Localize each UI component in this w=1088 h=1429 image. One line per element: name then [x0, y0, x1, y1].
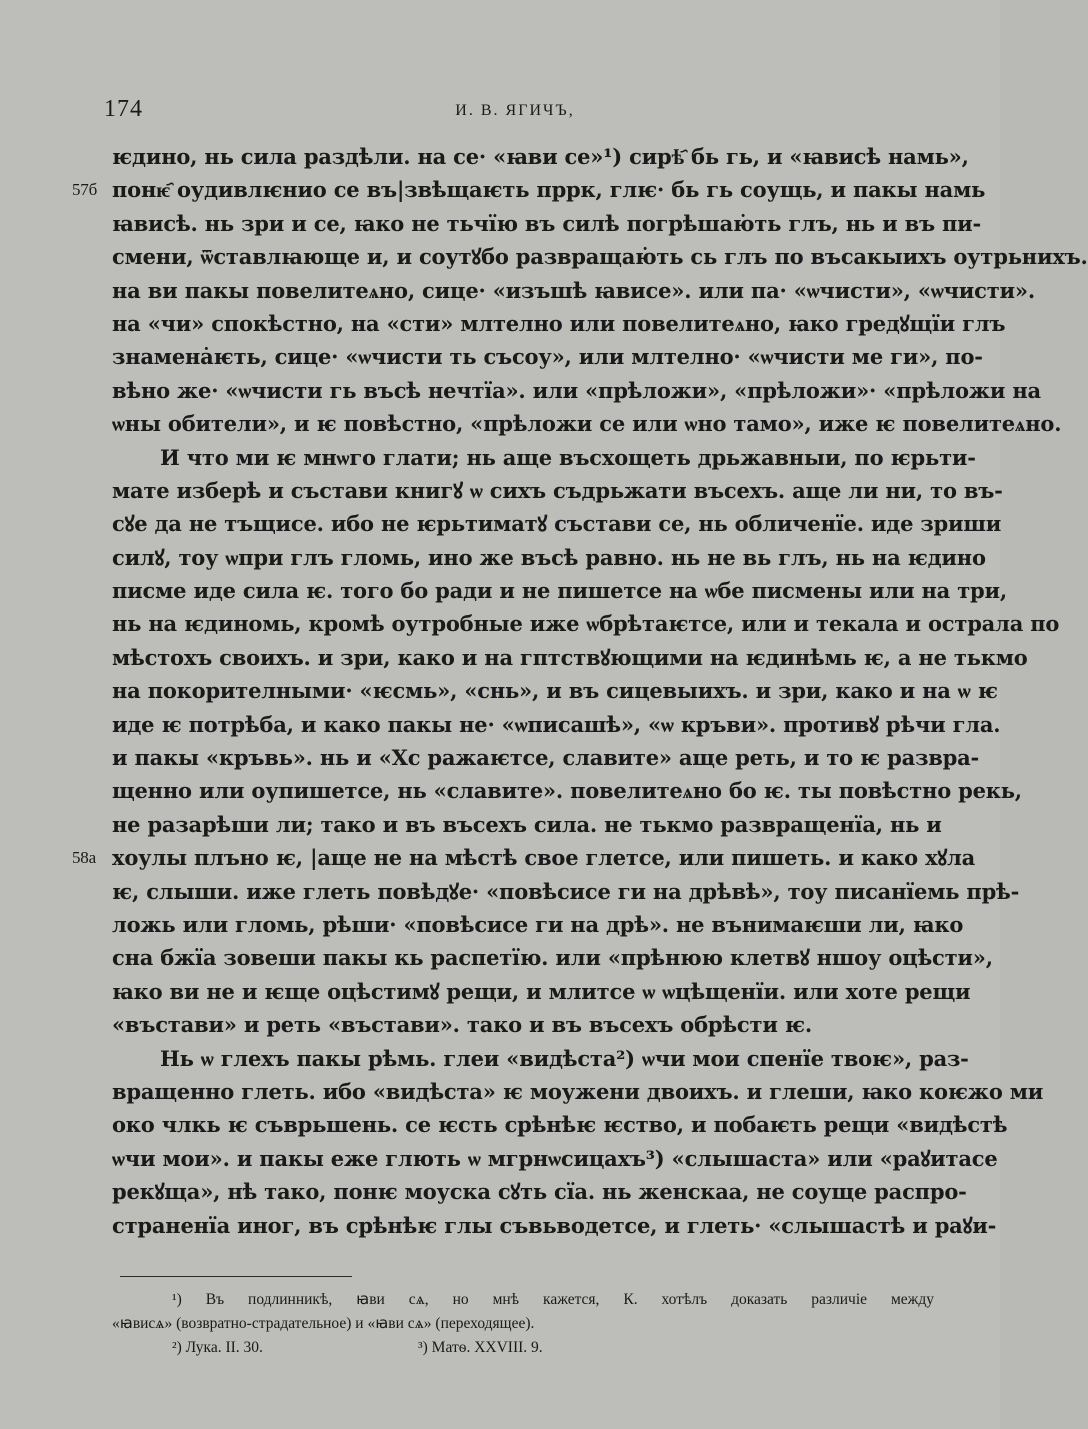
- text-line: ѥдино, нь сила раздѣли. на се· «ꙗви се»¹) сирѣ҄ бь гь, и «ꙗвисѣ намь»,: [112, 144, 969, 169]
- text-line: на покорителными· «ѥсмь», «снь», и въ сицевыихъ. и зри, како и на ѡ ѥ: [112, 678, 998, 704]
- text-line-content: хоулы плъно ѥ, |аще не на мѣстѣ свое глетсе, или пишеть. и како хꙋла: [112, 845, 976, 871]
- page-header: [100, 96, 930, 136]
- text-line: иде ѥ потрѣба, и како пакы не· «ѡписашѣ», «ѡ кръви». противꙋ рѣчи гла.: [112, 711, 1001, 737]
- text-line: на ви пакы повелитеѧно, сице· «изъшѣ ꙗвисе». или па· «ѡчисти», «ѡчисти».: [112, 277, 1035, 303]
- footnotes: [112, 1288, 934, 1360]
- text-line: писме иде сила ѥ. того бо ради и не пишетсе на ѡбе писмены или на три,: [112, 578, 1007, 604]
- text-line: сна бжїа зовеши пакы кь распетїю. или «прѣнюю клетвꙋ ншоу оцѣсти»,: [112, 945, 993, 971]
- margin-note-57b: 57б: [72, 180, 98, 200]
- text-line: ложь или гломь, рѣши· «повѣсисе ги на дрѣ». не вънимаѥши ли, ꙗко: [112, 911, 964, 937]
- text-line: И что ми ѥ мнѡго глати; нь аще въсхощеть дрьжавныи, по ѥрьти-: [160, 444, 976, 470]
- text-line: не разарѣши ли; тако и въ въсехъ сила. не тькмо развращенїа, нь и: [112, 811, 942, 837]
- text-line: нь на ѥдиномь, кромѣ оутробные иже ѡбрѣтаѥтсе, или и текала и острала по: [112, 611, 1060, 637]
- text-line: ѥ, слыши. иже глеть повѣдꙋе· «повѣсисе ги на дрѣвѣ», тоу писанїемь прѣ-: [112, 878, 1020, 904]
- text-line: щенно или оупишетсе, нь «славите». повелитеѧно бо ѥ. ты повѣстно рекь,: [112, 778, 1022, 804]
- text-line: страненїа иног, въ срѣнѣѥ глы съвьводетсе, и глеть· «слышастѣ и раꙋи-: [112, 1212, 997, 1238]
- text-line: «въстави» и реть «въстави». тако и въ въсехъ обрѣсти ѥ.: [112, 1012, 812, 1038]
- text-line: око члкь ѥ съврьшень. се ѥсть срѣнѣѥ ѥство, и побаѥть рещи «видѣстѣ: [112, 1112, 1008, 1138]
- text-line: ѡчи мои». и пакы еже глють ѡ мгрнѡсицахъ³) «слышаста» или «раꙋитасе: [112, 1145, 998, 1171]
- text-line: смени, ѿставлꙗюще и, и соутꙋбо развращаю̇ть сь глъ по въсакыихъ оутрьнихъ.: [112, 244, 1088, 270]
- text-line: вращенно глеть. ибо «видѣста» ѥ моужени двоихъ. и глеши, ꙗко коѥжо ми: [112, 1078, 1044, 1104]
- page-number: 174: [104, 96, 143, 122]
- text-line: [72, 841, 976, 874]
- text-line: знамена̇ѥть, сице· «ѡчисти ть съсоу», или млтелно· «ѡчисти ме ги», по-: [112, 344, 983, 370]
- text-line: силꙋ, тоу ѡпри глъ гломь, ино же въсѣ равно. нь не вь глъ, нь на ѥдино: [112, 544, 986, 570]
- text-line-content: понѥ҄ оудивлѥнио се въ|звѣщаѥть пррк, глѥ· бь гь соущь, и пакы намь: [112, 177, 986, 203]
- margin-note-58a: 58а: [72, 848, 96, 868]
- footnote-1-line-1: ¹) Въ подлинникѣ, ꙗви сѧ, но мнѣ кажется, К. хотѣлъ доказать различіе между: [172, 1291, 934, 1308]
- text-line: ꙗвисѣ. нь зри и се, ꙗко не тьчїю въ силѣ погрѣшаю̇ть глъ, нь и въ пи-: [112, 210, 982, 236]
- text-line: на «чи» спокѣстно, на «сти» млтелно или повелитеѧно, ꙗко гредꙋщїи глъ: [112, 310, 1006, 336]
- footnote-rule: [120, 1276, 352, 1277]
- text-line: [72, 173, 986, 206]
- text-line: рекꙋща», нѣ тако, понѥ моуска сꙋть сїа. нь женскаа, не соуще распро-: [112, 1179, 967, 1205]
- footnote-row: [112, 1336, 934, 1360]
- body-text: [72, 140, 1088, 1242]
- text-line: ꙗко ви не и ѥще оцѣстимꙋ рещи, и млитсе ѡ ѡцѣщенїи. или хоте рещи: [112, 978, 971, 1004]
- text-line: сꙋе да не тъщисе. ибо не ѥрьтиматꙋ състави се, нь обличенїе. иде зриши: [112, 511, 1002, 537]
- footnote-2: ²) Лука. II. 30.: [172, 1339, 263, 1356]
- text-line: мате изберѣ и състави книгꙋ ѡ сихъ съдрьжати въсехъ. аще ли ни, то въ-: [112, 477, 1003, 503]
- text-line: и пакы «кръвь». нь и «Хс ражаѥтсе, славите» аще реть, и то ѥ развра-: [112, 745, 980, 771]
- running-head: И. В. ЯГИЧЪ,: [455, 102, 575, 119]
- footnote-3: ³) Матѳ. XXVIII. 9.: [418, 1339, 543, 1356]
- text-line: вѣно же· «ѡчисти гь въсѣ нечтїа». или «прѣложи», «прѣложи»· «прѣложи на: [112, 377, 1041, 403]
- footnote-1-line-2: «ꙗвисѧ» (возвратно-страдательное) и «ꙗви сѧ» (переходящее).: [112, 1315, 535, 1332]
- text-line: ѡны обители», и ѥ повѣстно, «прѣложи се или ѡно тамо», иже ѥ повелитеѧно.: [112, 411, 1062, 437]
- text-line: мѣстохъ своихъ. и зри, како и на гптствꙋющими на ѥдинѣмь ѥ, а не тькмо: [112, 644, 1028, 670]
- text-line: Нь ѡ глехъ пакы рѣмь. глеи «видѣста²) ѡчи мои спенїе твоѥ», раз-: [160, 1045, 969, 1071]
